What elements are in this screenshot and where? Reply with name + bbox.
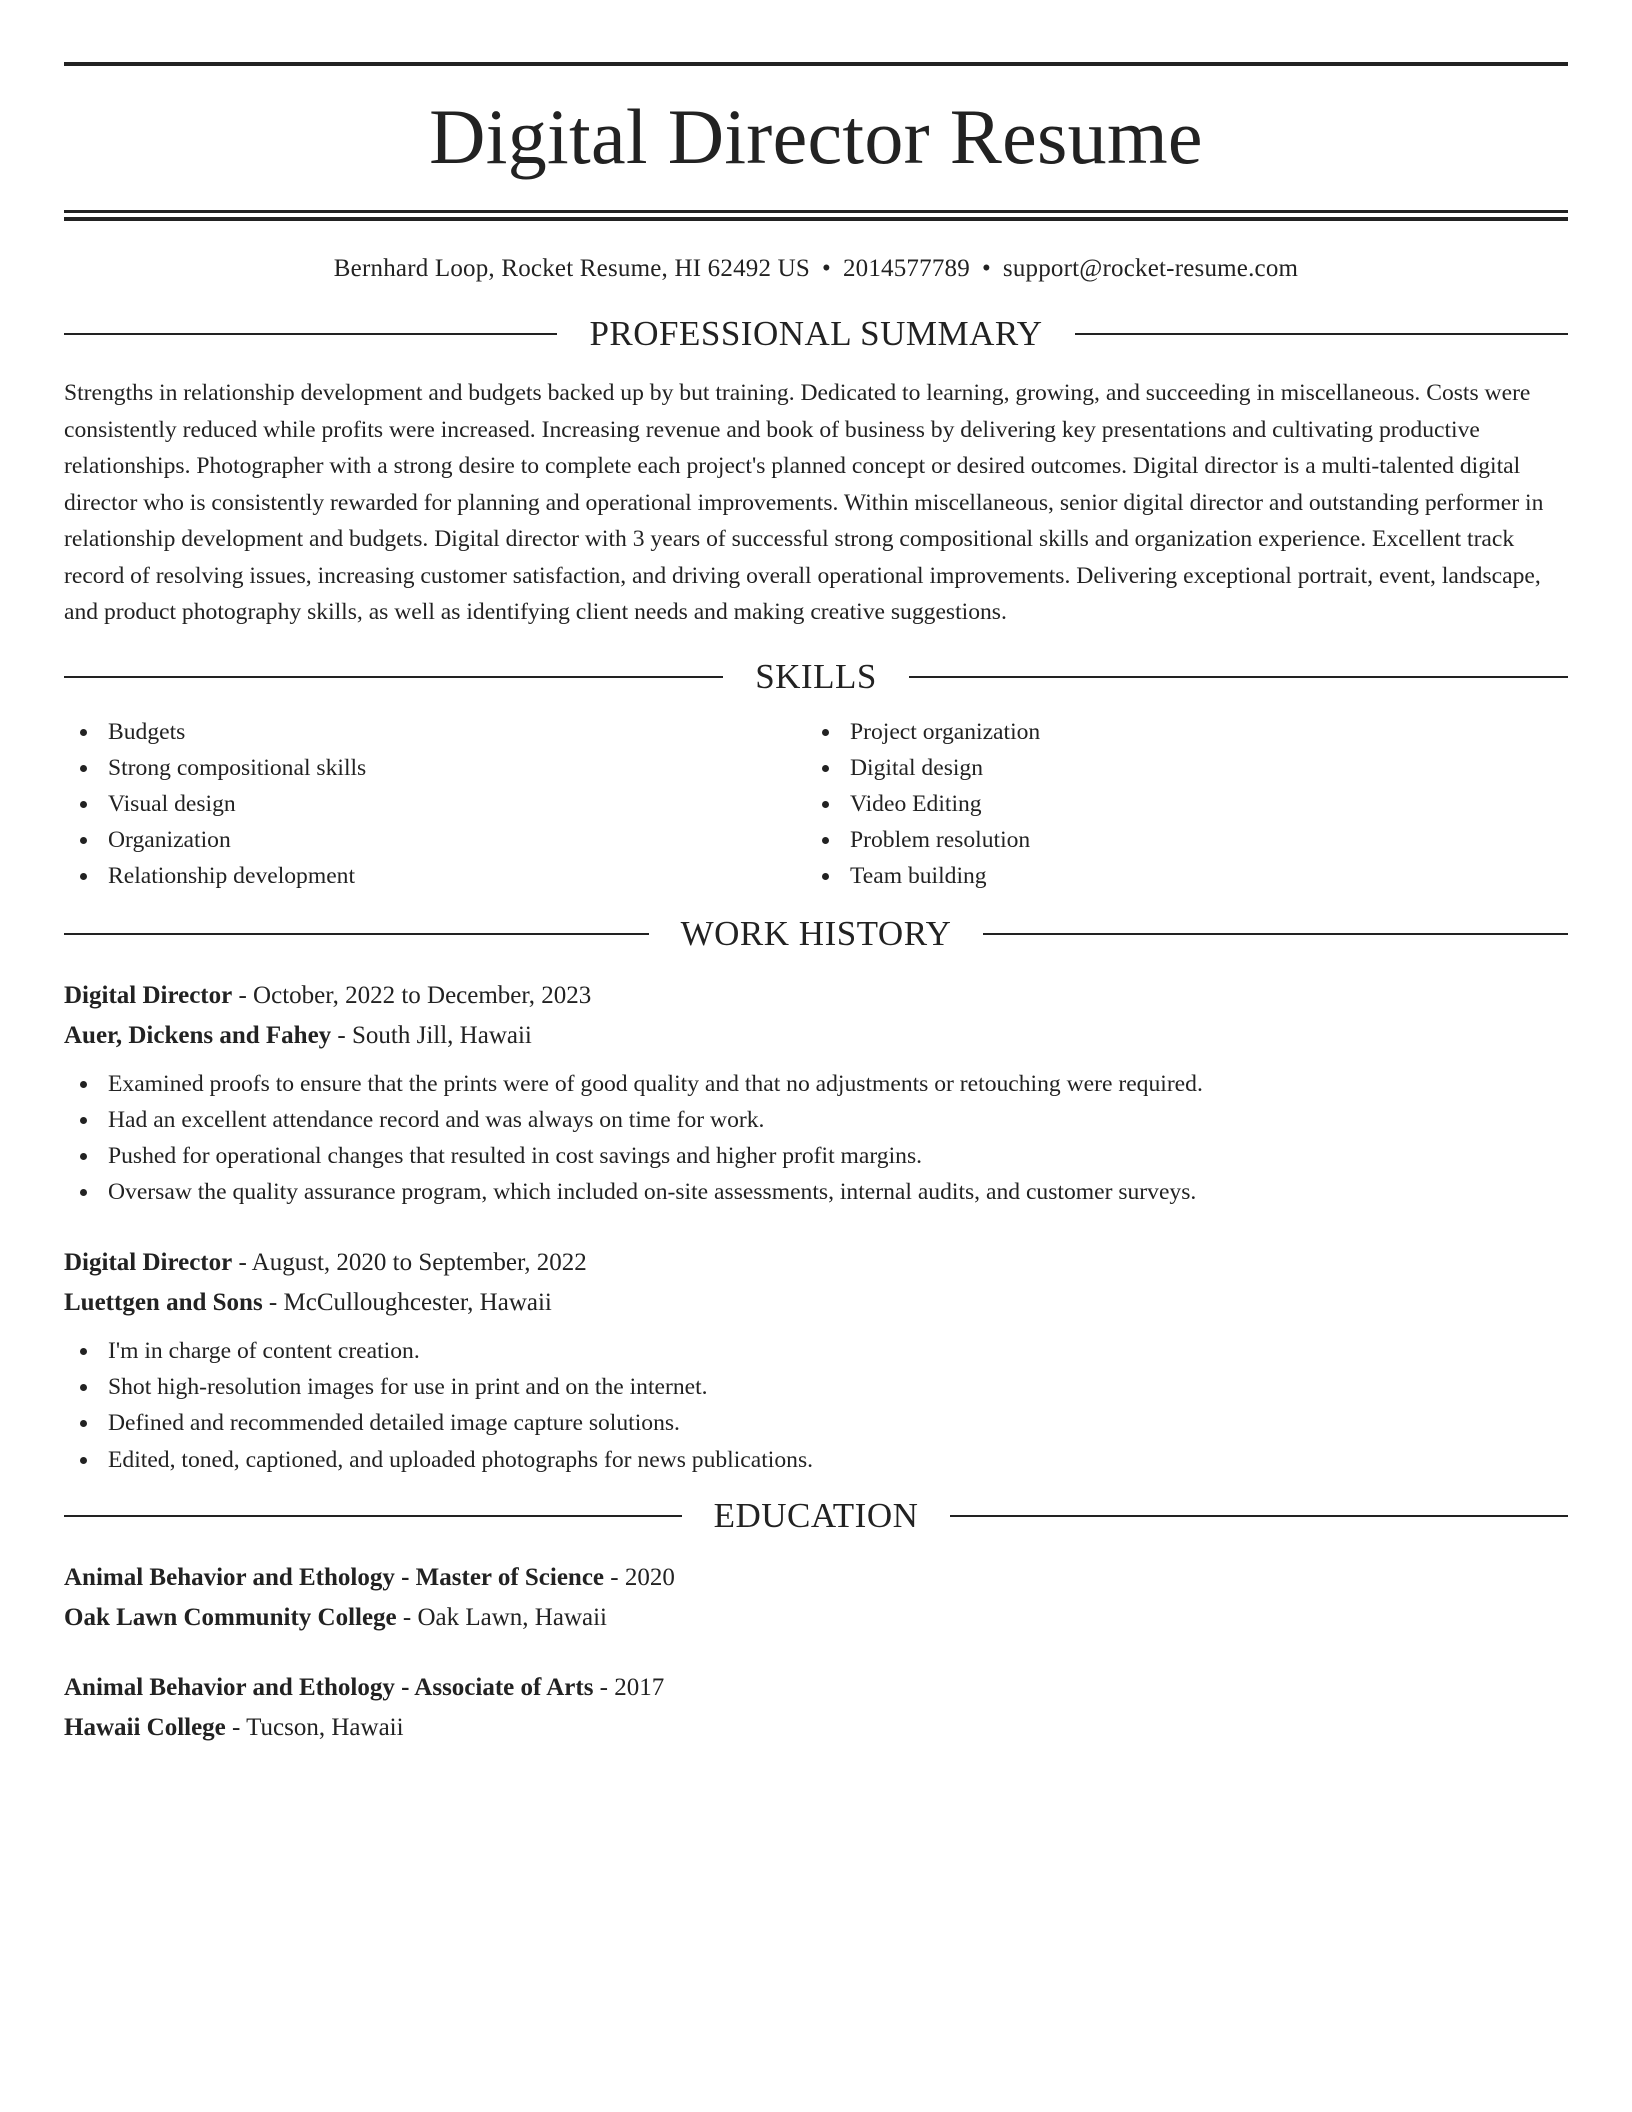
skill-item: Digital design xyxy=(806,750,1548,786)
job-company-line xyxy=(64,1283,1568,1323)
section-heading-skills xyxy=(64,657,1568,697)
job-bullet: Oversaw the quality assurance program, which included on-site assessments, internal audits, and customer surveys. xyxy=(64,1174,1568,1210)
section-title: WORK HISTORY xyxy=(680,913,952,953)
contact-separator: • xyxy=(821,255,831,282)
job-title-line xyxy=(64,976,1568,1016)
heading-rule xyxy=(64,933,649,935)
education-degree-line xyxy=(64,1668,1568,1708)
skill-item: Strong compositional skills xyxy=(64,750,806,786)
job-bullet: Defined and recommended detailed image capture solutions. xyxy=(64,1405,1568,1441)
job-bullet: Examined proofs to ensure that the prints were of good quality and that no adjustments or retouching were required. xyxy=(64,1066,1568,1102)
job-company-line xyxy=(64,1016,1568,1056)
section-heading-work xyxy=(64,914,1568,954)
job-company: Luettgen and Sons xyxy=(64,1288,263,1316)
skill-item: Team building xyxy=(806,858,1548,894)
job-bullet: Edited, toned, captioned, and uploaded photographs for news publications. xyxy=(64,1442,1568,1478)
heading-rule xyxy=(64,333,557,335)
skill-item: Problem resolution xyxy=(806,822,1548,858)
skill-item: Project organization xyxy=(806,714,1548,750)
skill-item: Relationship development xyxy=(64,858,806,894)
contact-separator: • xyxy=(981,255,991,282)
job-bullets xyxy=(64,1066,1568,1211)
education-location: - Oak Lawn, Hawaii xyxy=(396,1603,607,1631)
contact-address: Bernhard Loop, Rocket Resume, HI 62492 US xyxy=(333,255,810,282)
skill-item: Video Editing xyxy=(806,786,1548,822)
job-role: Digital Director xyxy=(64,981,233,1009)
job-location: - McCulloughcester, Hawaii xyxy=(262,1288,552,1316)
job-title-line xyxy=(64,1243,1568,1283)
job-bullet: Shot high-resolution images for use in print and on the internet. xyxy=(64,1369,1568,1405)
page-title: Digital Director Resume xyxy=(429,93,1203,180)
skill-item: Budgets xyxy=(64,714,806,750)
job-entry xyxy=(64,1243,1568,1478)
heading-rule xyxy=(950,1515,1568,1517)
heading-rule xyxy=(1075,333,1568,335)
job-bullet: Pushed for operational changes that resulted in cost savings and higher profit margins. xyxy=(64,1138,1568,1174)
heading-rule xyxy=(64,1515,682,1517)
education-school-line xyxy=(64,1708,1568,1748)
skills-list xyxy=(64,714,1568,894)
skill-item: Organization xyxy=(64,822,806,858)
education-school-line xyxy=(64,1598,1568,1638)
job-bullets xyxy=(64,1333,1568,1478)
summary-paragraph: Strengths in relationship development and budgets backed up by but training. Dedicated to learning, growing, and succeeding in miscellaneous. Costs were consistently reduced while profits were increased. Increasing revenue and book of business by delivering key presentations and cultivating productive relationships. Photographer with a strong desire to complete each project's planned concept or desired outcomes. Digital director is a multi-talented digital director who is consistently rewarded for planning and operational improvements. Within miscellaneous, senior digital director and outstanding performer in relationship development and budgets. Digital director with 3 years of successful strong compositional skills and organization experience. Excellent track record of resolving issues, increasing customer satisfaction, and driving overall operational improvements. Delivering exceptional portrait, event, landscape, and product photography skills, as well as identifying client needs and making creative suggestions. xyxy=(64,380,1544,625)
heading-rule xyxy=(64,676,723,678)
education-school: Oak Lawn Community College xyxy=(64,1603,397,1631)
section-heading-education xyxy=(64,1496,1568,1536)
education-year: - 2017 xyxy=(593,1673,665,1701)
education-location: - Tucson, Hawaii xyxy=(225,1713,404,1741)
contact-email: support@rocket-resume.com xyxy=(1002,255,1299,282)
section-title: PROFESSIONAL SUMMARY xyxy=(589,314,1043,353)
heading-rule xyxy=(983,933,1568,935)
job-entry xyxy=(64,976,1568,1211)
section-heading-summary xyxy=(64,314,1568,354)
education-degree: Animal Behavior and Ethology - Master of Science xyxy=(64,1563,605,1591)
skills-column-left xyxy=(64,714,806,894)
skills-column-right xyxy=(806,714,1548,894)
job-dates: - August, 2020 to September, 2022 xyxy=(232,1248,587,1276)
job-dates: - October, 2022 to December, 2023 xyxy=(232,981,592,1009)
education-school: Hawaii College xyxy=(64,1713,226,1741)
education-entry xyxy=(64,1558,1568,1638)
education-entry xyxy=(64,1668,1568,1748)
section-title: SKILLS xyxy=(755,656,877,696)
contact-phone: 2014577789 xyxy=(842,255,970,282)
job-role: Digital Director xyxy=(64,1248,233,1276)
job-location: - South Jill, Hawaii xyxy=(331,1021,532,1049)
education-year: - 2020 xyxy=(604,1563,675,1591)
heading-rule xyxy=(909,676,1568,678)
contact-line xyxy=(64,254,1568,284)
skill-item: Visual design xyxy=(64,786,806,822)
job-company: Auer, Dickens and Fahey xyxy=(64,1021,332,1049)
education-degree-line xyxy=(64,1558,1568,1598)
job-bullet: I'm in charge of content creation. xyxy=(64,1333,1568,1369)
section-title: EDUCATION xyxy=(713,1495,919,1535)
title-double-rule xyxy=(64,210,1568,221)
job-bullet: Had an excellent attendance record and was always on time for work. xyxy=(64,1102,1568,1138)
education-degree: Animal Behavior and Ethology - Associate of Arts xyxy=(64,1673,594,1701)
